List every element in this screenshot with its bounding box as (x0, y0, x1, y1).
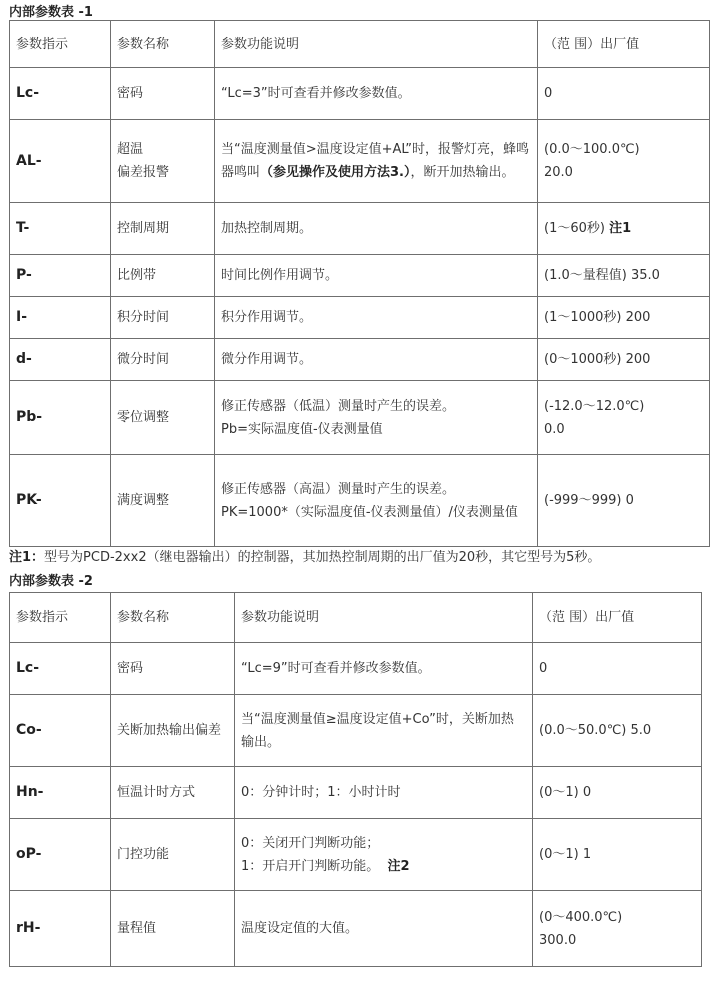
table-row (10, 455, 710, 547)
param-indicator: I- (10, 297, 111, 339)
param-name: 关断加热输出偏差 (111, 695, 235, 767)
table-row (10, 120, 710, 203)
param-description: 当“温度测量值≥温度设定值+Co”时，关断加热输出。 (235, 695, 533, 767)
range-line: (1～60秒) (544, 221, 605, 236)
header-range: （范 围）出厂值 (538, 21, 710, 68)
param-name: 积分时间 (111, 297, 215, 339)
header-description: 参数功能说明 (235, 593, 533, 643)
param-range: (1.0～量程值) 35.0 (538, 255, 710, 297)
note-ref: 注2 (387, 858, 410, 874)
parameter-table-2 (9, 592, 702, 967)
header-indicator: 参数指示 (10, 593, 111, 643)
desc-line: 修正传感器（高温）测量时产生的误差。 (221, 481, 456, 497)
param-description: “Lc=3”时可查看并修改参数值。 (215, 68, 538, 120)
param-description (235, 819, 533, 891)
param-description: 加热控制周期。 (215, 203, 538, 255)
param-range: (0～1000秒) 200 (538, 339, 710, 381)
param-name: 微分时间 (111, 339, 215, 381)
param-range: (1～1000秒) 200 (538, 297, 710, 339)
header-range: （范 围）出厂值 (533, 593, 702, 643)
param-name: 密码 (111, 68, 215, 120)
header-indicator: 参数指示 (10, 21, 111, 68)
param-description: 积分作用调节。 (215, 297, 538, 339)
desc-text-end: ，断开加热输出。 (410, 165, 515, 180)
param-name: 超温 偏差报警 (111, 120, 215, 203)
param-range (538, 203, 710, 255)
param-indicator: Lc- (10, 643, 111, 695)
table-header-row (10, 593, 702, 643)
desc-line (241, 855, 526, 878)
param-indicator: oP- (10, 819, 111, 891)
param-description: 温度设定值的大值。 (235, 891, 533, 967)
param-description: 微分作用调节。 (215, 339, 538, 381)
param-description: “Lc=9”时可查看并修改参数值。 (235, 643, 533, 695)
footnote-label: 注1： (9, 550, 45, 565)
table-row (10, 891, 702, 967)
header-name: 参数名称 (111, 21, 215, 68)
desc-text: 1：开启开门判断功能。 (241, 858, 380, 874)
table-row (10, 819, 702, 891)
param-description (215, 455, 538, 547)
param-indicator: Lc- (10, 68, 111, 120)
desc-line: 修正传感器（低温）测量时产生的误差。 (221, 398, 456, 414)
param-indicator: T- (10, 203, 111, 255)
param-indicator: P- (10, 255, 111, 297)
table-row (10, 203, 710, 255)
parameter-table-1 (9, 20, 710, 547)
table2-title: 内部参数表 -2 (9, 574, 93, 589)
range-line: (0～400.0℃) (539, 909, 623, 925)
desc-text: 当“温度测量值>温度设定值+AL”时，报警灯亮，蜂鸣器鸣叫 (221, 142, 529, 180)
footnote-1 (9, 546, 600, 565)
table-header-row (10, 21, 710, 68)
param-range: 0 (538, 68, 710, 120)
table-row (10, 339, 710, 381)
param-indicator: d- (10, 339, 111, 381)
param-range (538, 120, 710, 203)
param-indicator: Hn- (10, 767, 111, 819)
param-range: (0.0～50.0℃) 5.0 (533, 695, 702, 767)
param-description (215, 120, 538, 203)
desc-line: 0：关闭开门判断功能； (241, 835, 380, 851)
param-name: 控制周期 (111, 203, 215, 255)
param-name: 满度调整 (111, 455, 215, 547)
table-row (10, 381, 710, 455)
table1-title: 内部参数表 -1 (9, 5, 93, 20)
param-name: 密码 (111, 643, 235, 695)
param-description: 0：分钟计时；1：小时计时 (235, 767, 533, 819)
param-indicator: AL- (10, 120, 111, 203)
param-indicator: Pb- (10, 381, 111, 455)
header-name: 参数名称 (111, 593, 235, 643)
desc-reference: （参见操作及使用方法3.） (260, 165, 411, 180)
range-line: (-12.0～12.0℃) (544, 398, 645, 414)
param-range (538, 381, 710, 455)
param-name: 恒温计时方式 (111, 767, 235, 819)
table-row (10, 68, 710, 120)
param-range (533, 891, 702, 967)
param-name: 量程值 (111, 891, 235, 967)
param-range: (-999～999) 0 (538, 455, 710, 547)
param-range: (0～1) 1 (533, 819, 702, 891)
param-name: 比例带 (111, 255, 215, 297)
table-row (10, 255, 710, 297)
table-row (10, 643, 702, 695)
table-row (10, 767, 702, 819)
note-ref: 注1 (609, 221, 632, 236)
desc-line: Pb=实际温度值-仪表测量值 (221, 421, 383, 437)
range-line: (0.0～100.0℃) (544, 142, 640, 157)
default-value: 20.0 (544, 165, 573, 180)
param-range: 0 (533, 643, 702, 695)
param-range: (0～1) 0 (533, 767, 702, 819)
param-indicator: PK- (10, 455, 111, 547)
param-indicator: Co- (10, 695, 111, 767)
param-indicator: rH- (10, 891, 111, 967)
footnote-text: 型号为PCD-2xx2（继电器输出）的控制器，其加热控制周期的出厂值为20秒，其它型号为5秒。 (44, 550, 601, 565)
default-value: 300.0 (539, 932, 577, 948)
default-value: 0.0 (544, 421, 565, 437)
table-row (10, 297, 710, 339)
param-name: 门控功能 (111, 819, 235, 891)
table-row (10, 695, 702, 767)
param-description: 时间比例作用调节。 (215, 255, 538, 297)
desc-line: PK=1000*（实际温度值-仪表测量值）/仪表测量值 (221, 504, 518, 520)
param-name: 零位调整 (111, 381, 215, 455)
param-description (215, 381, 538, 455)
header-description: 参数功能说明 (215, 21, 538, 68)
